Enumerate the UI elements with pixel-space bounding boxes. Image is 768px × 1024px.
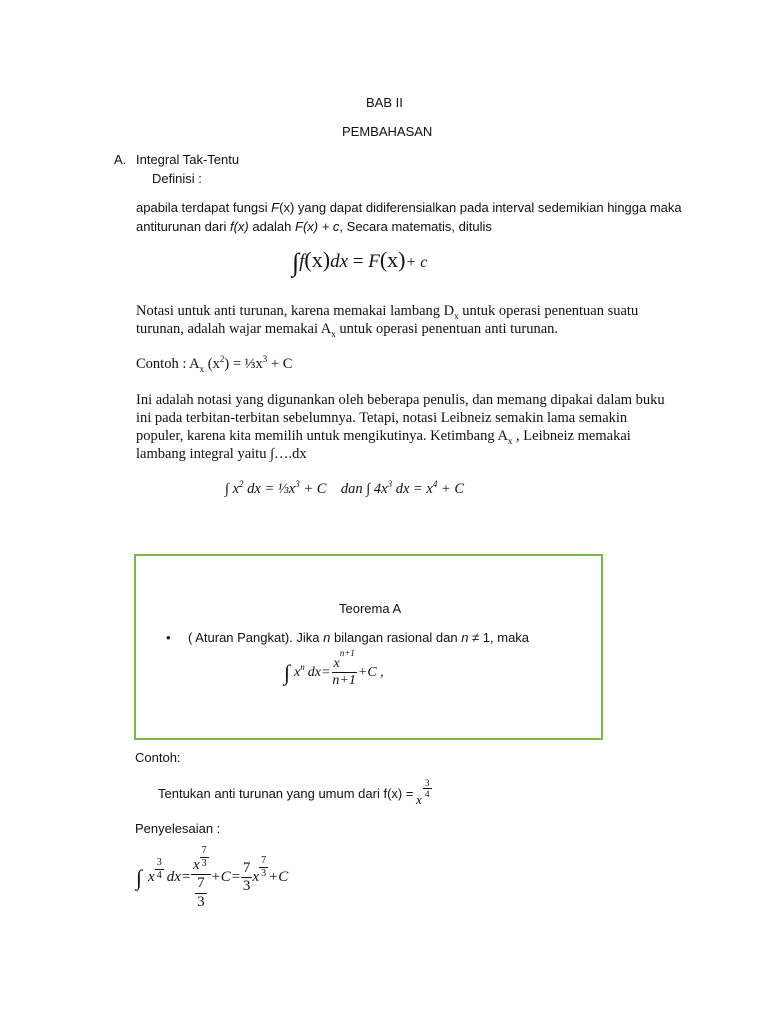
solution-main-fraction bbox=[191, 845, 211, 911]
solution-label: Penyelesaian : bbox=[135, 821, 221, 836]
math-symbol: dx= bbox=[307, 664, 331, 680]
text-run: + C bbox=[267, 356, 293, 372]
text-run: antiturunan dari bbox=[136, 219, 230, 234]
text-run: Ini adalah notasi yang digunankan oleh beberapa penulis, dan memang dipakai dalam buku ini pada terbitan-terbitan sebelumnya. Tetapi, notasi Leibneiz semakin lama semakin populer, karena kita memilih untuk mengikutinya. Ketimbang A bbox=[136, 392, 665, 444]
text-run: 2 bbox=[239, 479, 244, 490]
math-symbol: x bbox=[192, 857, 200, 873]
exponent-fraction bbox=[423, 778, 432, 800]
math-symbol: +C , bbox=[357, 664, 384, 680]
contoh-function bbox=[416, 778, 432, 807]
text-run: x bbox=[199, 363, 205, 374]
text-run: x bbox=[331, 328, 336, 339]
math-symbol: x bbox=[294, 664, 301, 680]
text-run: ( Aturan Pangkat). Jika bbox=[188, 630, 324, 645]
fraction-numerator: 7 bbox=[201, 845, 207, 856]
text-run: dx = ⅓x bbox=[243, 481, 296, 497]
section-title: PEMBAHASAN bbox=[342, 124, 433, 139]
math-symbol: (x) bbox=[304, 247, 331, 272]
text-run: (x bbox=[204, 356, 220, 372]
definition-line-1 bbox=[136, 200, 682, 215]
definition-line-2 bbox=[136, 219, 492, 234]
chapter-title: BAB II bbox=[366, 95, 403, 110]
fraction-numerator: 7 bbox=[241, 860, 253, 878]
text-run: x bbox=[454, 310, 459, 321]
text-run: F bbox=[271, 200, 280, 215]
text-run: , Secara matematis, ditulis bbox=[339, 219, 492, 234]
fraction-denominator: 3 bbox=[197, 893, 205, 910]
math-symbol: x bbox=[416, 792, 422, 807]
exponent-fraction bbox=[259, 855, 268, 879]
coefficient-fraction bbox=[241, 860, 253, 896]
integral-sign: ∫ bbox=[292, 248, 300, 277]
power-rule-fraction bbox=[330, 648, 357, 689]
text-run: untuk operasi penentuan anti turunan. bbox=[335, 321, 559, 337]
math-symbol: x bbox=[333, 656, 340, 671]
theorem-box bbox=[134, 554, 603, 740]
fraction-denominator: n+1 bbox=[332, 673, 356, 689]
math-symbol: (x) bbox=[379, 247, 406, 272]
fraction-denominator bbox=[193, 875, 209, 911]
text-run: 3 bbox=[262, 354, 268, 365]
fraction-numerator: 3 bbox=[156, 857, 162, 868]
math-symbol: +C= bbox=[210, 869, 241, 886]
section-heading: Integral Tak-Tentu bbox=[136, 152, 240, 167]
solution-formula bbox=[136, 845, 288, 911]
definition-heading: Definisi : bbox=[152, 171, 202, 186]
definition-formula bbox=[292, 247, 427, 278]
text-run: ) = ⅓x bbox=[224, 356, 263, 372]
fraction-numerator: 7 bbox=[261, 855, 267, 866]
power-rule-formula: ∫ x $^n$ dx= $\frac{x^{n+1}}{n+1}$ +C , bbox=[284, 648, 384, 689]
text-run: 3 bbox=[387, 479, 393, 490]
text-run: F(x) + c bbox=[295, 219, 340, 234]
leibniz-paragraph bbox=[136, 391, 666, 463]
math-symbol: n+1 bbox=[339, 648, 355, 659]
text-run: apabila terdapat fungsi bbox=[136, 200, 272, 215]
math-symbol: f bbox=[299, 251, 305, 272]
text-run: bilangan rasional dan bbox=[330, 630, 462, 645]
text-run: ≠ 1, maka bbox=[468, 630, 530, 645]
fraction-numerator bbox=[332, 648, 357, 673]
text-run: adalah bbox=[248, 219, 295, 234]
nested-fraction bbox=[195, 875, 207, 911]
text-run: untuk operasi penentuan suatu turunan, adalah wajar memakai A bbox=[136, 303, 639, 337]
text-run: Contoh : A bbox=[136, 356, 200, 372]
contoh-antiderivative bbox=[136, 356, 292, 373]
text-run: x bbox=[507, 435, 513, 446]
leibniz-example-formula bbox=[225, 481, 464, 498]
text-run: + C bbox=[437, 481, 465, 497]
theorem-title: Teorema A bbox=[339, 601, 402, 616]
integral-sign: ∫ bbox=[136, 864, 143, 890]
text-run: (x) bbox=[279, 200, 295, 215]
math-symbol: x bbox=[252, 869, 260, 886]
fraction-denominator: 4 bbox=[425, 789, 430, 800]
text-run: f(x) bbox=[229, 219, 249, 234]
text-run: yang dapat didiferensialkan pada interval sedemikian hingga maka bbox=[294, 200, 682, 215]
contoh-task: Tentukan anti turunan yang umum dari f(x) = bbox=[158, 786, 414, 801]
text-run: dx = x bbox=[392, 481, 433, 497]
text-run: n bbox=[461, 630, 469, 645]
exponent-fraction bbox=[155, 857, 164, 881]
text-run: ∫ x bbox=[225, 481, 240, 497]
integral-sign: ∫ bbox=[284, 659, 291, 685]
text-run: 3 bbox=[295, 479, 300, 490]
notation-paragraph bbox=[136, 302, 666, 338]
fraction-numerator: 3 bbox=[425, 778, 430, 788]
math-symbol: +C bbox=[268, 869, 289, 886]
fraction-numerator: 7 bbox=[195, 875, 207, 893]
exponent-fraction bbox=[200, 845, 209, 869]
text-run: 4 bbox=[432, 479, 438, 490]
section-marker: A. bbox=[114, 152, 127, 167]
math-symbol: + c bbox=[405, 254, 428, 271]
math-symbol: dx= bbox=[166, 869, 191, 886]
text-run: + C dan ∫ 4x bbox=[299, 481, 388, 497]
fraction-denominator: 3 bbox=[242, 878, 251, 895]
text-run: 2 bbox=[219, 354, 225, 365]
contoh-label: Contoh: bbox=[135, 750, 181, 765]
bullet-icon: • bbox=[166, 630, 171, 645]
math-symbol: F bbox=[368, 251, 380, 272]
math-symbol: dx bbox=[330, 251, 348, 272]
theorem-statement bbox=[188, 630, 529, 645]
text-run: , Leibneiz memakai lambang integral yaitu ∫….dx bbox=[136, 428, 631, 462]
text-run: Notasi untuk anti turunan, karena memakai lambang D bbox=[136, 303, 455, 319]
fraction-denominator: 4 bbox=[156, 869, 162, 881]
math-symbol: x bbox=[148, 869, 155, 886]
fraction-denominator: 3 bbox=[261, 867, 267, 879]
fraction-numerator bbox=[191, 845, 211, 875]
math-symbol: = bbox=[352, 251, 364, 272]
text-run: n bbox=[323, 630, 331, 645]
fraction-denominator: 3 bbox=[201, 857, 207, 869]
